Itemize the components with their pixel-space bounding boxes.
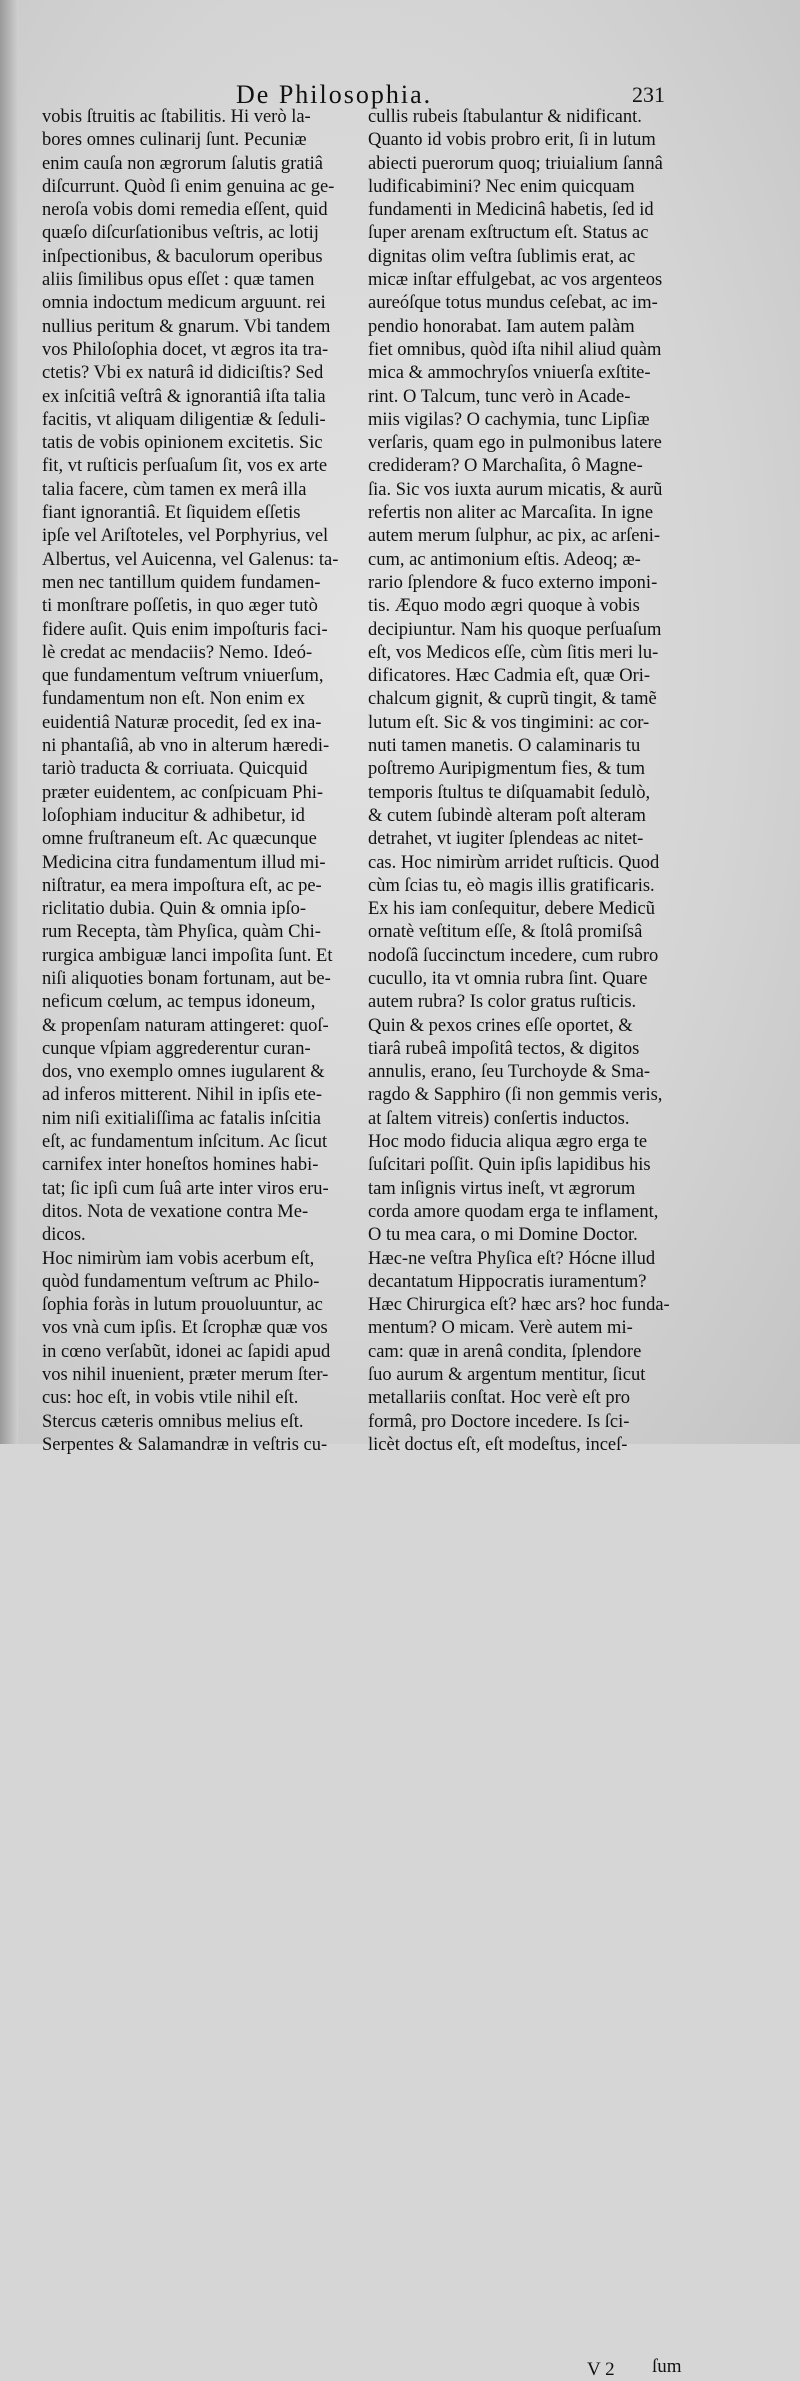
text-line: tis. Æquo modo ægri quoque à vobis: [368, 596, 640, 617]
text-line: carnifex inter honeſtos homines habi-: [42, 1155, 319, 1176]
text-line: euidentiâ Naturæ procedit, ſed ex ina-: [42, 712, 322, 733]
text-line: rario ſplendore & fuco externo imponi-: [368, 572, 658, 593]
signature-mark: V 2: [587, 2359, 615, 2380]
text-line: refertis non aliter ac Marcaſita. In igne: [368, 503, 654, 524]
text-line: Quin & pexos crines eſſe oportet, &: [368, 1015, 633, 1036]
text-line: tat; ſic ipſi cum ſuâ arte inter viros eru-: [42, 1178, 329, 1199]
text-line: riclitatio dubia. Quin & omnia ipſo-: [42, 899, 307, 920]
text-line: tatis de vobis opinionem excitetis. Sic: [42, 433, 323, 454]
text-line: cam: quæ in arenâ condita, ſplendore: [368, 1341, 642, 1362]
text-line: poſtremo Auripigmentum fies, & tum: [368, 759, 645, 780]
text-line: inſpectionibus, & baculorum operibus: [42, 246, 323, 267]
text-line: vos vnà cum ipſis. Et ſcrophæ quæ vos: [42, 1318, 328, 1339]
text-line: Hæc Chirurgica eſt? hæc ars? hoc funda-: [368, 1295, 670, 1316]
text-line: miis vigilas? O cachymia, tunc Lipſiæ: [368, 409, 650, 430]
text-line: nullius peritum & gnarum. Vbi tandem: [42, 316, 331, 337]
text-line: Hoc modo fiducia aliqua ægro erga te: [368, 1132, 648, 1153]
text-line: pendio honorabat. Iam autem palàm: [368, 316, 635, 337]
text-line: dificatores. Hæc Cadmia eſt, quæ Ori-: [368, 666, 651, 687]
text-line: annulis, erano, ſeu Turchoyde & Sma-: [368, 1062, 651, 1083]
text-line: in cœno verſabũt, idonei ac ſapidi apud: [42, 1341, 331, 1362]
page-gutter-shadow: [0, 0, 18, 1444]
text-line: quæſo diſcurſationibus veſtris, ac lotij: [42, 223, 319, 244]
text-line: lutum eſt. Sic & vos tingimini: ac cor-: [368, 712, 650, 733]
catchword: ſum: [652, 2356, 682, 2377]
text-line: enim cauſa non ægrorum ſalutis gratiâ: [42, 153, 324, 174]
text-line: men nec tantillum quidem fundamen-: [42, 572, 321, 593]
text-line: ludificabimini? Nec enim quicquam: [368, 176, 635, 197]
text-line: que fundamentum veſtrum vniuerſum,: [42, 666, 324, 687]
text-line: Medicina citra fundamentum illud mi-: [42, 852, 326, 873]
text-line: ſuper arenam exſtructum eſt. Status ac: [368, 223, 649, 244]
text-line: fidere auſit. Quis enim impoſturis faci-: [42, 619, 328, 640]
text-line: vobis ſtruitis ac ſtabilitis. Hi verò la-: [42, 107, 311, 127]
text-line: tam inſignis virtus ineſt, vt ægrorum: [368, 1178, 636, 1199]
text-line: omnia indoctum medicum arguunt. rei: [42, 293, 326, 314]
text-line: cullis rubeis ſtabulantur & nidificant.: [368, 107, 642, 127]
text-line: ti monſtrare poſſetis, in quo æger tutò: [42, 596, 318, 617]
text-line: quòd fundamentum veſtrum ac Philo-: [42, 1271, 320, 1292]
text-line: cum, ac antimonium eſtis. Adeoq; æ-: [368, 549, 641, 570]
text-line: ragdo & Sapphiro (ſi non gemmis veris,: [368, 1085, 663, 1106]
text-line: cus: hoc eſt, in vobis vtile nihil eſt.: [42, 1388, 299, 1409]
text-line: formâ, pro Doctore incedere. Is ſci-: [368, 1411, 630, 1432]
text-line: dicos.: [42, 1225, 86, 1246]
text-line: nodoſâ ſuccinctum incedere, cum rubro: [368, 945, 659, 966]
text-line: aureóſque totus mundus ceſebat, ac im-: [368, 293, 658, 314]
text-line: temporis ſtultus te diſquamabit ſedulò,: [368, 782, 651, 803]
text-line: cucullo, ita vt omnia rubra ſint. Quare: [368, 968, 648, 989]
text-line: ctetis? Vbi ex naturâ id didiciſtis? Sed: [42, 363, 324, 384]
text-line: Serpentes & Salamandræ in veſtris cu-: [42, 1434, 328, 1455]
text-line: Hæc-ne veſtra Phyſica eſt? Hócne illud: [368, 1248, 656, 1269]
text-line: chalcum gignit, & cuprũ tingit, & tamẽ: [368, 689, 657, 710]
text-line: ſophia foràs in lutum prouoluuntur, ac: [42, 1295, 323, 1316]
text-line: diſcurrunt. Quòd ſi enim genuina ac ge-: [42, 176, 335, 197]
text-line: abiecti puerorum quoq; triuialium ſannâ: [368, 153, 663, 174]
text-line: dos, vno exemplo omnes iugularent &: [42, 1062, 325, 1083]
text-line: rurgica ambiguæ lanci impoſita ſunt. Et: [42, 945, 333, 966]
text-line: tariò traducta & corriuata. Quicquid: [42, 759, 308, 780]
text-line: autem rubra? Is color gratus ruſticis.: [368, 992, 637, 1013]
text-line: nuti tamen manetis. O calaminaris tu: [368, 736, 641, 757]
text-line: autem merum ſulphur, ac pix, ac arſeni-: [368, 526, 661, 547]
text-line: micæ inſtar effulgebat, ac vos argenteos: [368, 270, 663, 291]
text-line: ni phantaſiâ, ab vno in alterum hæredi-: [42, 736, 330, 757]
text-line: decipiuntur. Nam his quoque perſuaſum: [368, 619, 662, 640]
text-line: niſtratur, ea mera impoſtura eſt, ac pe-: [42, 875, 322, 896]
left-text-column: [42, 106, 360, 1457]
text-line: O tu mea cara, o mi Domine Doctor.: [368, 1225, 638, 1246]
text-line: mentum? O micam. Verè autem mi-: [368, 1318, 633, 1339]
text-line: eſt, ac fundamentum inſcitum. Ac ſicut: [42, 1132, 328, 1153]
text-line: Hoc nimirùm iam vobis acerbum eſt,: [42, 1248, 315, 1269]
text-line: decantatum Hippocratis iuramentum?: [368, 1271, 647, 1292]
text-line: cùm ſcias tu, eò magis illis gratificaris.: [368, 875, 655, 896]
text-line: ad inferos mitterent. Nihil in ipſis ete-: [42, 1085, 323, 1106]
text-line: loſophiam inducitur & adhibetur, id: [42, 805, 305, 826]
text-line: fundamentum non eſt. Non enim ex: [42, 689, 306, 710]
text-line: nim niſi exitialiſſima ac fatalis inſcitia: [42, 1108, 321, 1129]
right-text-column: [368, 106, 688, 1457]
text-line: ornatè veſtitum eſſe, & ſtolâ promiſsâ: [368, 922, 643, 943]
text-line: fiant ignorantiâ. Et ſiquidem eſſetis: [42, 503, 301, 524]
text-line: rum Recepta, tàm Phyſica, quàm Chi-: [42, 922, 321, 943]
text-line: rint. O Talcum, tunc verò in Acade-: [368, 386, 631, 407]
text-line: credideram? O Marchaſita, ô Magne-: [368, 456, 643, 477]
text-line: & cutem ſubindè alteram poſt alteram: [368, 805, 646, 826]
text-line: corda amore quodam erga te inflament,: [368, 1201, 659, 1222]
text-line: vos Philoſophia docet, vt ægros ita tra-: [42, 339, 329, 360]
text-line: bores omnes culinarij ſunt. Pecuniæ: [42, 130, 307, 151]
text-line: ſuo aurum & argentum mentitur, ſicut: [368, 1365, 646, 1386]
text-line: fiet omnibus, quòd iſta nihil aliud quàm: [368, 339, 662, 360]
text-line: talia facere, cùm tamen ex merâ illa: [42, 479, 307, 500]
text-line: at ſaltem vitreis) conſertis inductos.: [368, 1108, 630, 1129]
text-line: Ex his iam conſequitur, debere Medicũ: [368, 899, 655, 920]
text-line: ſia. Sic vos iuxta aurum micatis, & aurũ: [368, 479, 663, 500]
text-line: ex inſcitiâ veſtrâ & ignorantiâ iſta talia: [42, 386, 326, 407]
text-line: metallariis conſtat. Hoc verè eſt pro: [368, 1388, 630, 1409]
text-line: omne fruſtraneum eſt. Ac quæcunque: [42, 829, 317, 850]
text-line: fit, vt ruſticis perſuaſum ſit, vos ex arte: [42, 456, 328, 477]
text-line: mica & ammochryſos vniuerſa exſtite-: [368, 363, 651, 384]
text-line: ipſe vel Ariſtoteles, vel Porphyrius, vel: [42, 526, 329, 547]
text-line: Quanto id vobis probro erit, ſi in lutum: [368, 130, 656, 151]
text-line: cunque vſpiam aggrederentur curan-: [42, 1038, 311, 1059]
text-line: niſi aliquoties bonam fortunam, aut be-: [42, 968, 331, 989]
text-line: fundamenti in Medicinâ habetis, ſed id: [368, 200, 654, 221]
text-line: eſt, vos Medicos eſſe, cùm ſitis meri lu-: [368, 642, 659, 663]
text-line: & propenſam naturam attingeret: quoſ-: [42, 1015, 329, 1036]
text-line: Stercus cæteris omnibus melius eſt.: [42, 1411, 304, 1432]
text-line: detrahet, vt iugiter ſplendeas ac nitet-: [368, 829, 644, 850]
text-line: lè credat ac mendaciis? Nemo. Ideó-: [42, 642, 313, 663]
text-line: dignitas olim veſtra ſublimis erat, ac: [368, 246, 636, 267]
text-line: præter euidentem, ac conſpicuam Phi-: [42, 782, 324, 803]
text-line: verſaris, quam ego in pulmonibus latere: [368, 433, 662, 454]
text-line: Albertus, vel Auicenna, vel Galenus: ta-: [42, 549, 339, 570]
text-line: aliis ſimilibus opus eſſet : quæ tamen: [42, 270, 315, 291]
text-line: cas. Hoc nimirùm arridet ruſticis. Quod: [368, 852, 660, 873]
text-line: tiarâ rubeâ impoſitâ tectos, & digitos: [368, 1038, 640, 1059]
text-line: licèt doctus eſt, eſt modeſtus, inceſ-: [368, 1434, 628, 1455]
page-number: 231: [632, 82, 665, 107]
text-line: vos nihil inuenient, præter merum ſter-: [42, 1365, 329, 1386]
text-line: facitis, vt aliquam diligentiæ & ſeduli-: [42, 409, 326, 430]
text-line: neficum cœlum, ac tempus idoneum,: [42, 992, 316, 1013]
text-line: neroſa vobis domi remedia eſſent, quid: [42, 200, 328, 221]
running-title: De Philosophia.: [236, 80, 433, 109]
text-line: ditos. Nota de vexatione contra Me-: [42, 1201, 309, 1222]
text-line: ſuſcitari poſſit. Quin ipſis lapidibus his: [368, 1155, 651, 1176]
